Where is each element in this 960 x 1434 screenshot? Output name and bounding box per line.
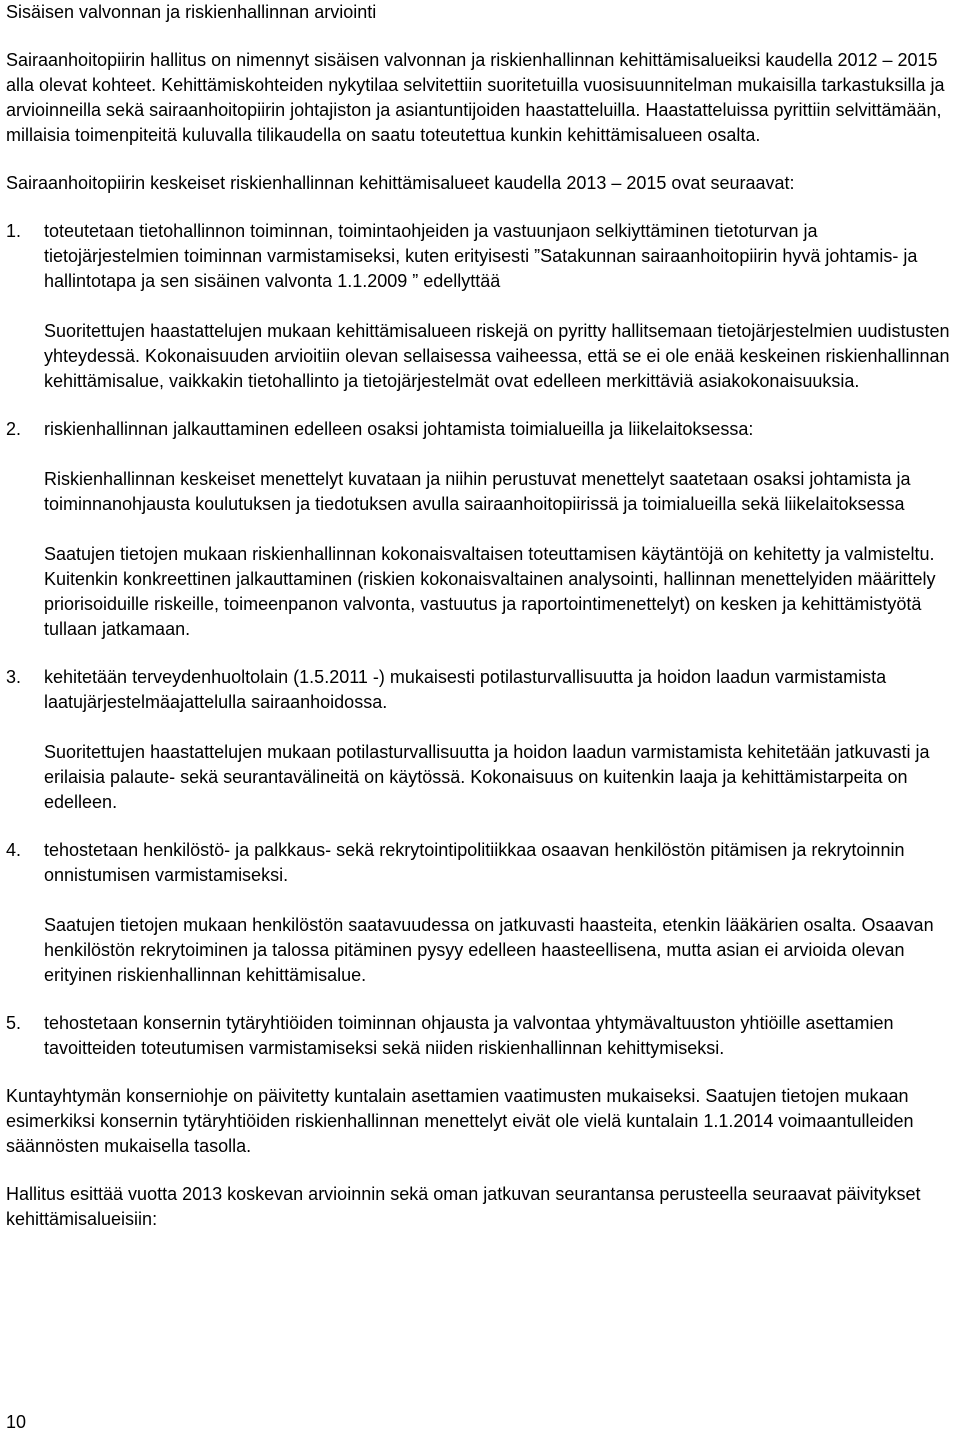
list-item (6, 838, 956, 988)
list-item-description: Riskienhallinnan keskeiset menettelyt kuvataan ja niihin perustuvat menettelyt saatetaan osaksi johtamista ja toiminnanohjausta koulutuksen ja tiedotuksen avulla sairaanhoitopiirissä ja toimialueilla sekä liikelaitoksessa (44, 469, 911, 514)
list-item-heading: tehostetaan konsernin tytäryhtiöiden toiminnan ohjausta ja valvontaa yhtymävaltuuston yhtiöille asettamien tavoitteiden toteutumisen varmistamiseksi sekä niiden riskienhallinnan kehittymiseksi. (44, 1013, 894, 1058)
list-item-assessment: Saatujen tietojen mukaan riskienhallinnan kokonaisvaltaisen toteuttamisen käytäntöjä on kehitetty ja valmisteltu. Kuitenkin konkreettinen jalkauttaminen (riskien kokonaisvaltainen analysointi, hallinnan menettelyiden määrittely priorisoiduille riskeille, toimeenpanon valvonta, vastuutus ja raportointimenettelyt) on kesken ja kehittämistyötä tullaan jatkamaan. (44, 544, 936, 639)
list-lead: Sairaanhoitopiirin keskeiset riskienhallinnan kehittämisalueet kaudella 2013 – 2015 ovat seuraavat: (6, 173, 795, 193)
list-item (6, 665, 956, 815)
intro-paragraph (6, 48, 956, 148)
list-item-heading: tehostetaan henkilöstö- ja palkkaus- sekä rekrytointipolitiikkaa osaavan henkilöstön pitämisen ja rekrytoinnin onnistumisen varmistamiseksi. (44, 840, 905, 885)
development-areas-list (6, 219, 956, 1061)
list-item-number: 5. (6, 1013, 22, 1033)
document-page (6, 0, 956, 1232)
list-item-number: 3. (6, 667, 22, 687)
list-item-number: 1. (6, 221, 22, 241)
list-item (6, 219, 956, 394)
group-guidance-paragraph: Kuntayhtymän konserniohje on päivitetty kuntalain asettamien vaatimusten mukaiseksi. Saatujen tietojen mukaan esimerkiksi konsernin tytäryhtiöiden riskienhallinnan menettelyt eivät ole vielä kuntalain 1.1.2014 voimaantulleiden säännösten mukaisella tasolla. (6, 1086, 914, 1156)
list-item-assessment: Suoritettujen haastattelujen mukaan kehittämisalueen riskejä on pyritty hallitsemaan tietojärjestelmien uudistusten yhteydessä. Kokonaisuuden arvioitiin olevan sellaisessa vaiheessa, että se ei ole enää keskeinen riskienhallinnan kehittämisalue, vaikkakin tietohallinto ja tietojärjestelmät ovat edelleen merkittäviä asiakokonaisuuksia. (44, 321, 950, 391)
page-title: Sisäisen valvonnan ja riskienhallinnan arviointi (6, 2, 377, 22)
list-item-heading: riskienhallinnan jalkauttaminen edelleen osaksi johtamista toimialueilla ja liikelaitoksessa: (44, 419, 754, 439)
page-number: 10 (6, 1412, 27, 1432)
list-item (6, 417, 956, 642)
intro-sentence-2: Kehittämiskohteiden nykytilaa selvitettiin suoritetuilla vuosisuunnitelman mukaisilla tarkastuksilla ja arvioinneilla sekä sairaanhoitopiirin johtajiston ja asiantuntijoiden haastatteluilla. Haastatteluissa pyrittiin selvittämään, millaisia toimenpiteitä kuluvalla tilikaudella on saatu toteutettua kunkin kehittämisalueen osalta. (6, 75, 945, 145)
list-item-heading: toteutetaan tietohallinnon toiminnan, toimintaohjeiden ja vastuunjaon selkiyttäminen tietoturvan ja tietojärjestelmien toiminnan varmistamiseksi, kuten erityisesti ”Satakunnan sairaanhoitopiirin hyvä johtamis- ja hallintotapa ja sen sisäinen valvonta 1.1.2009 ” edellyttää (44, 221, 918, 291)
closing-paragraph: Hallitus esittää vuotta 2013 koskevan arvioinnin sekä oman jatkuvan seurantansa perusteella seuraavat päivitykset kehittämisalueisiin: (6, 1184, 921, 1229)
list-item-heading: kehitetään terveydenhuoltolain (1.5.2011 -) mukaisesti potilasturvallisuutta ja hoidon laadun varmistamista laatujärjestelmäajattelulla sairaanhoidossa. (44, 667, 887, 712)
list-item-assessment: Saatujen tietojen mukaan henkilöstön saatavuudessa on jatkuvasti haasteita, etenkin lääkärien osalta. Osaavan henkilöstön rekrytoiminen ja talossa pitäminen pysyy edelleen haasteellisena, mutta asian ei arvioida olevan erityinen riskienhallinnan kehittämisalue. (44, 915, 934, 985)
list-item (6, 1011, 956, 1061)
list-item-number: 2. (6, 419, 22, 439)
intro-sentence-1: Sairaanhoitopiirin hallitus on nimennyt sisäisen valvonnan ja riskienhallinnan kehittämisalueiksi kaudella 2012 – 2015 alla olevat kohteet. (6, 50, 938, 95)
list-item-assessment: Suoritettujen haastattelujen mukaan potilasturvallisuutta ja hoidon laadun varmistamista kehitetään jatkuvasti ja erilaisia palaute- sekä seurantavälineitä on käytössä. Kokonaisuus on kuitenkin laaja ja kehittämistarpeita on edelleen. (44, 742, 930, 812)
list-item-number: 4. (6, 840, 22, 860)
